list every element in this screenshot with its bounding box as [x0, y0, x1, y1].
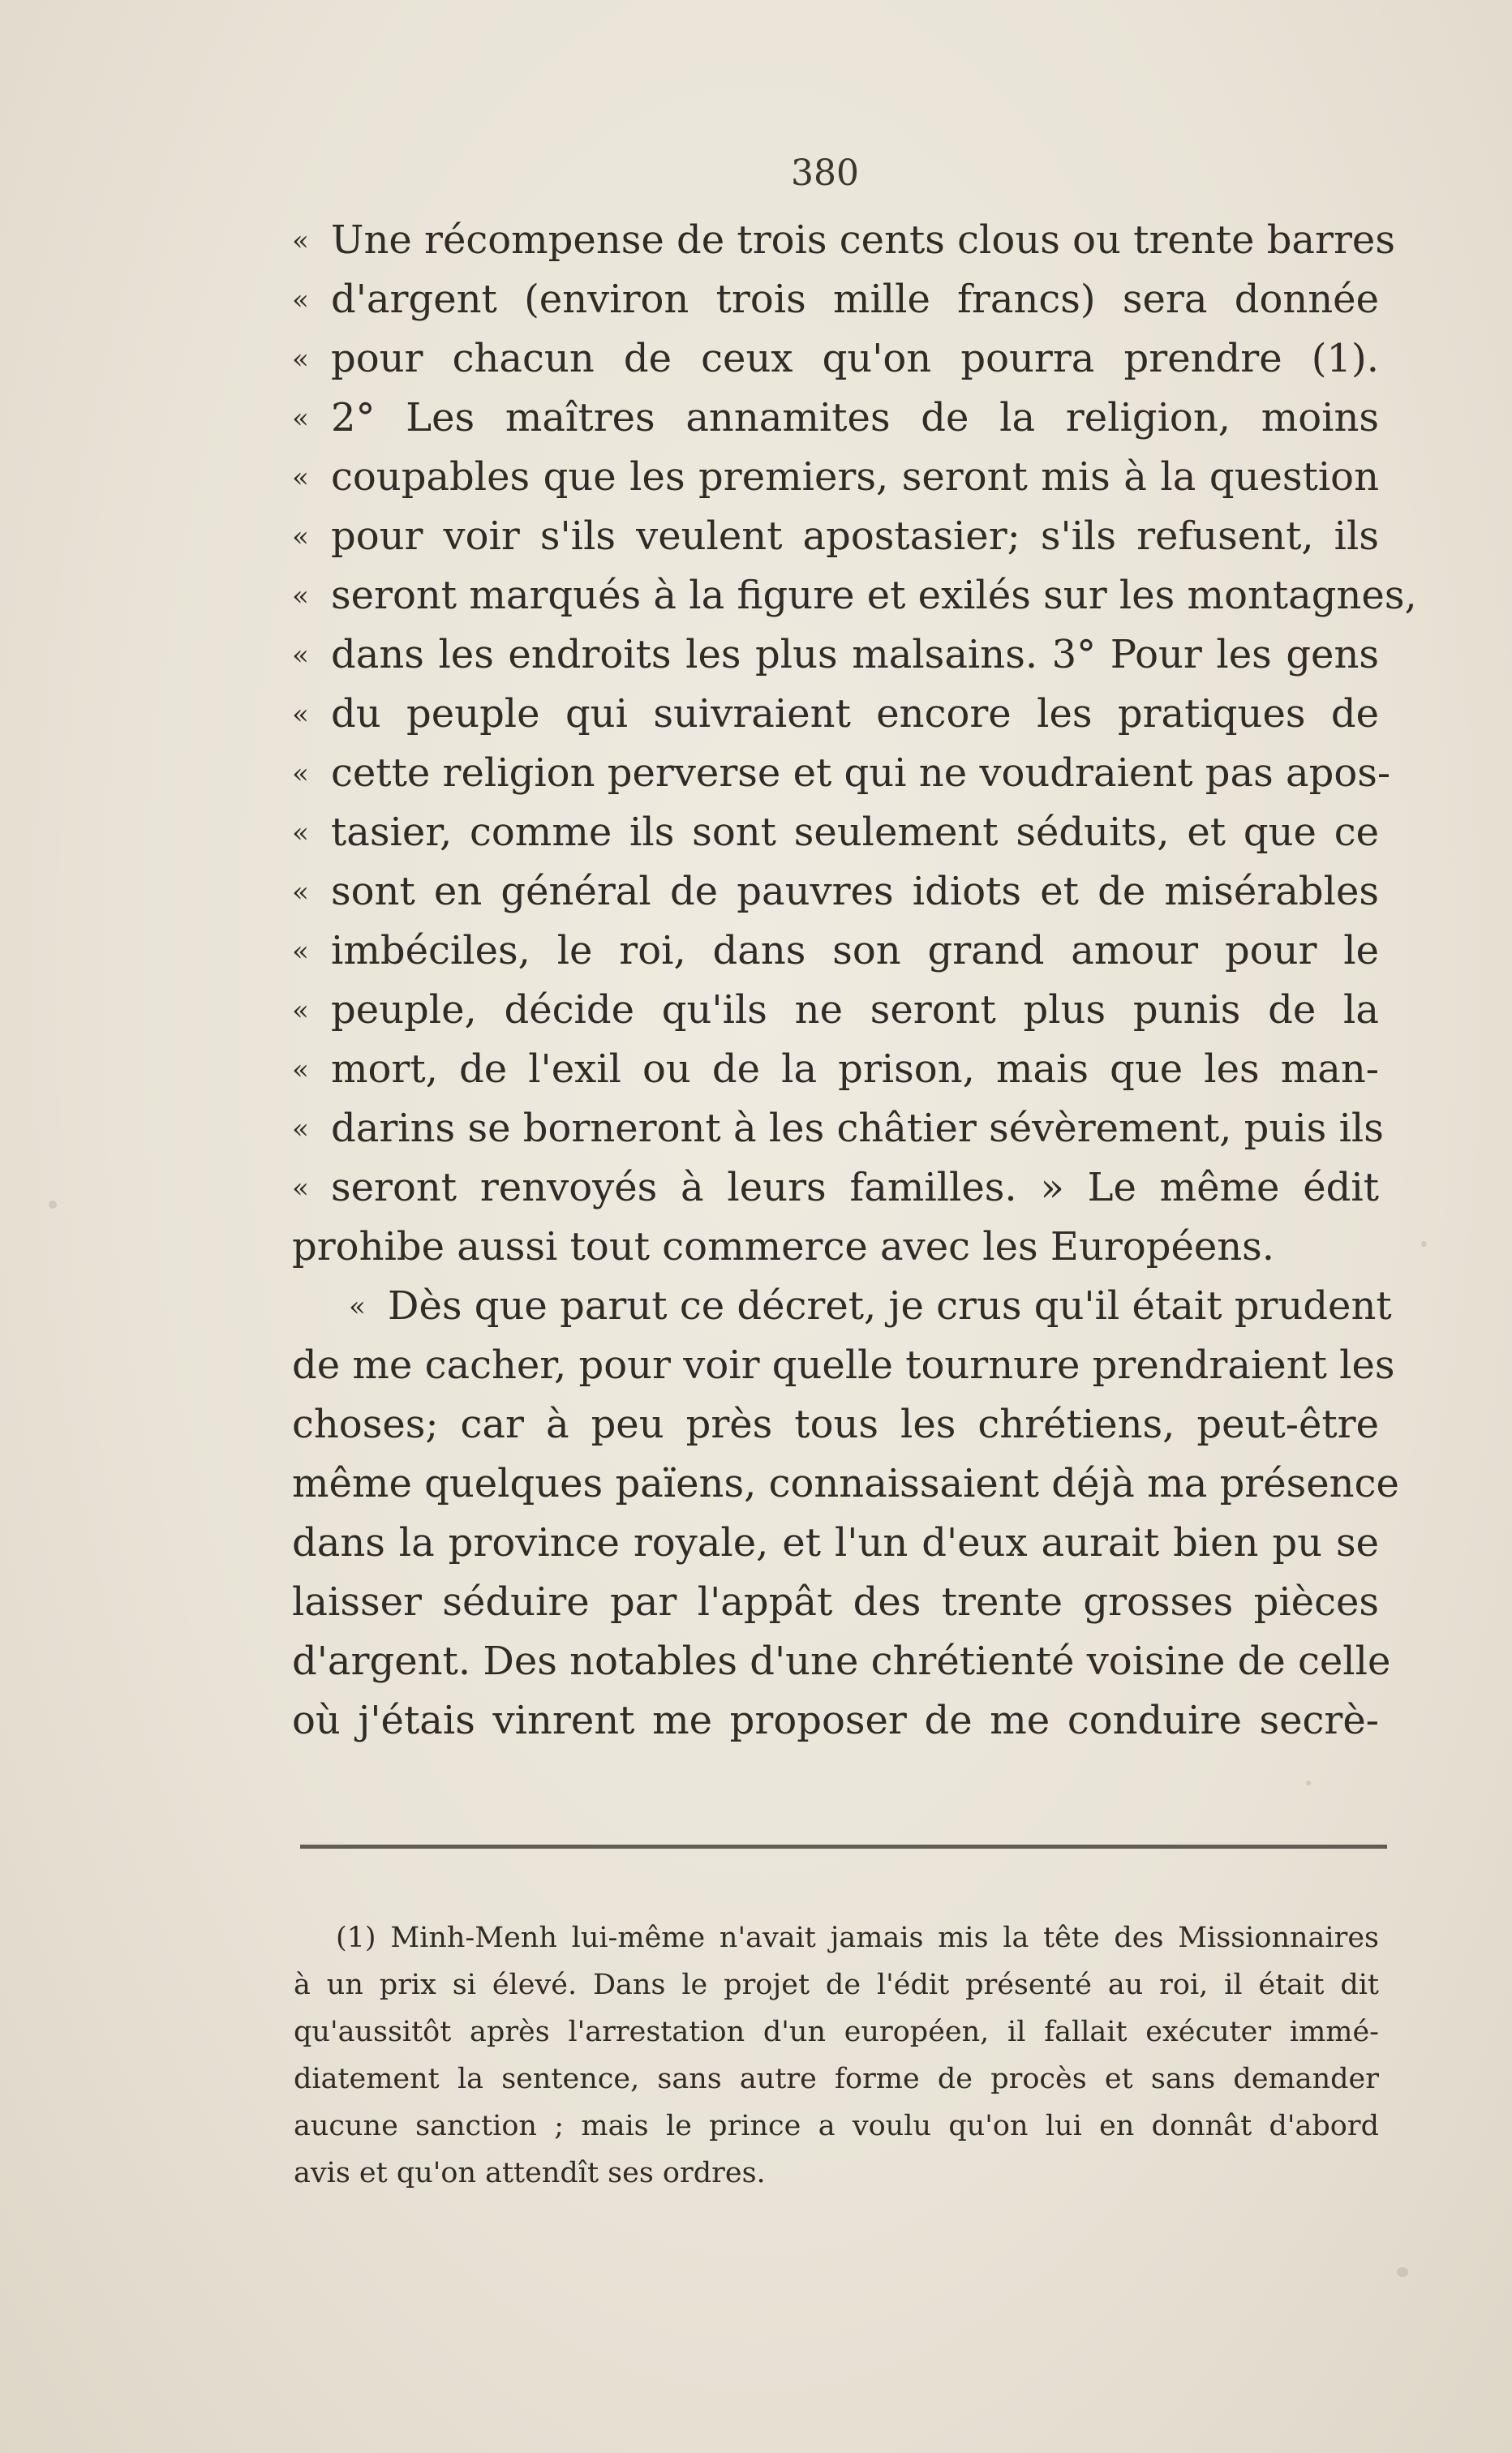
- text-line: « sont en général de pauvres idiots et de misérables: [292, 862, 1379, 921]
- text-line: « d'argent (environ trois mille francs) sera donnée: [292, 270, 1379, 329]
- text-line: « seront marqués à la figure et exilés sur les montagnes,: [292, 566, 1379, 625]
- text-line: « pour chacun de ceux qu'on pourra prendre (1).: [292, 329, 1379, 389]
- text-line: « tasier, comme ils sont seulement séduits, et que ce: [292, 803, 1379, 862]
- footnote-line: (1) Minh-Menh lui-même n'avait jamais mis la tête des Missionnaires: [336, 1922, 1379, 1954]
- paper-blemish: [1397, 2267, 1408, 2277]
- text-line: dans la province royale, et l'un d'eux aurait bien pu se: [292, 1520, 1379, 1566]
- quote-mark: «: [292, 817, 309, 849]
- text-line: « imbéciles, le roi, dans son grand amour pour le: [292, 921, 1379, 981]
- quote-mark: «: [292, 1054, 309, 1086]
- text-line: « pour voir s'ils veulent apostasier; s'ils refusent, ils: [292, 507, 1379, 566]
- quote-mark: «: [292, 343, 309, 376]
- text-line: où j'étais vinrent me proposer de me conduire secrè-: [292, 1698, 1379, 1743]
- text-line: même quelques païens, connaissaient déjà ma présence: [292, 1461, 1399, 1506]
- footnote-line: qu'aussitôt après l'arrestation d'un européen, il fallait exécuter immé-: [294, 2016, 1379, 2048]
- quote-mark: «: [292, 995, 309, 1027]
- quote-mark: «: [292, 225, 309, 257]
- paper-blemish: [49, 1201, 57, 1209]
- text-line: prohibe aussi tout commerce avec les Européens.: [292, 1224, 1275, 1269]
- quote-mark: «: [292, 402, 309, 435]
- quote-mark: «: [349, 1291, 366, 1323]
- quote-mark: «: [292, 758, 309, 790]
- quote-mark: «: [292, 1113, 309, 1145]
- text-line: « Une récompense de trois cents clous ou trente barres: [292, 211, 1379, 270]
- text-line: « 2° Les maîtres annamites de la religion, moins: [292, 389, 1379, 448]
- text-line: d'argent. Des notables d'une chrétienté voisine de celle: [292, 1639, 1391, 1684]
- text-line: « peuple, décide qu'ils ne seront plus punis de la: [292, 981, 1379, 1040]
- page-number: 380: [791, 153, 859, 194]
- text-line: choses; car à peu près tous les chrétiens, peut-être: [292, 1402, 1379, 1447]
- footnote-rule: [300, 1845, 1387, 1849]
- text-line: « coupables que les premiers, seront mis à la question: [292, 448, 1379, 507]
- text-line: « cette religion perverse et qui ne voudraient pas apos-: [292, 744, 1379, 803]
- text-line: « Dès que parut ce décret, je crus qu'il était prudent: [292, 1277, 1379, 1336]
- quote-mark: «: [292, 284, 309, 316]
- quote-mark: «: [292, 639, 309, 672]
- footnote: [294, 1914, 1379, 2197]
- text-line: « seront renvoyés à leurs familles. » Le même édit: [292, 1158, 1379, 1218]
- footnote-line: avis et qu'on attendît ses ordres.: [294, 2157, 766, 2189]
- quote-mark: «: [292, 876, 309, 909]
- footnote-line: diatement la sentence, sans autre forme de procès et sans demander: [294, 2063, 1379, 2095]
- text-line: de me cacher, pour voir quelle tournure prendraient les: [292, 1342, 1395, 1388]
- footnote-line: à un prix si élevé. Dans le projet de l'édit présenté au roi, il était dit: [294, 1969, 1379, 2001]
- text-line: « mort, de l'exil ou de la prison, mais que les man-: [292, 1040, 1379, 1099]
- footnote-line: aucune sanction ; mais le prince a voulu qu'on lui en donnât d'abord: [294, 2110, 1379, 2142]
- body-text: [292, 211, 1417, 1751]
- text-line: « darins se borneront à les châtier sévèrement, puis ils: [292, 1099, 1379, 1158]
- paper-blemish: [1306, 1781, 1311, 1785]
- text-line: laisser séduire par l'appât des trente grosses pièces: [292, 1579, 1379, 1625]
- text-line: « dans les endroits les plus malsains. 3° Pour les gens: [292, 625, 1379, 685]
- quote-mark: «: [292, 462, 309, 494]
- quote-mark: «: [292, 521, 309, 553]
- quote-mark: «: [292, 698, 309, 731]
- text-line: « du peuple qui suivraient encore les pratiques de: [292, 685, 1379, 744]
- quote-mark: «: [292, 935, 309, 968]
- quote-mark: «: [292, 1172, 309, 1205]
- quote-mark: «: [292, 580, 309, 612]
- paper-blemish: [1421, 1241, 1427, 1247]
